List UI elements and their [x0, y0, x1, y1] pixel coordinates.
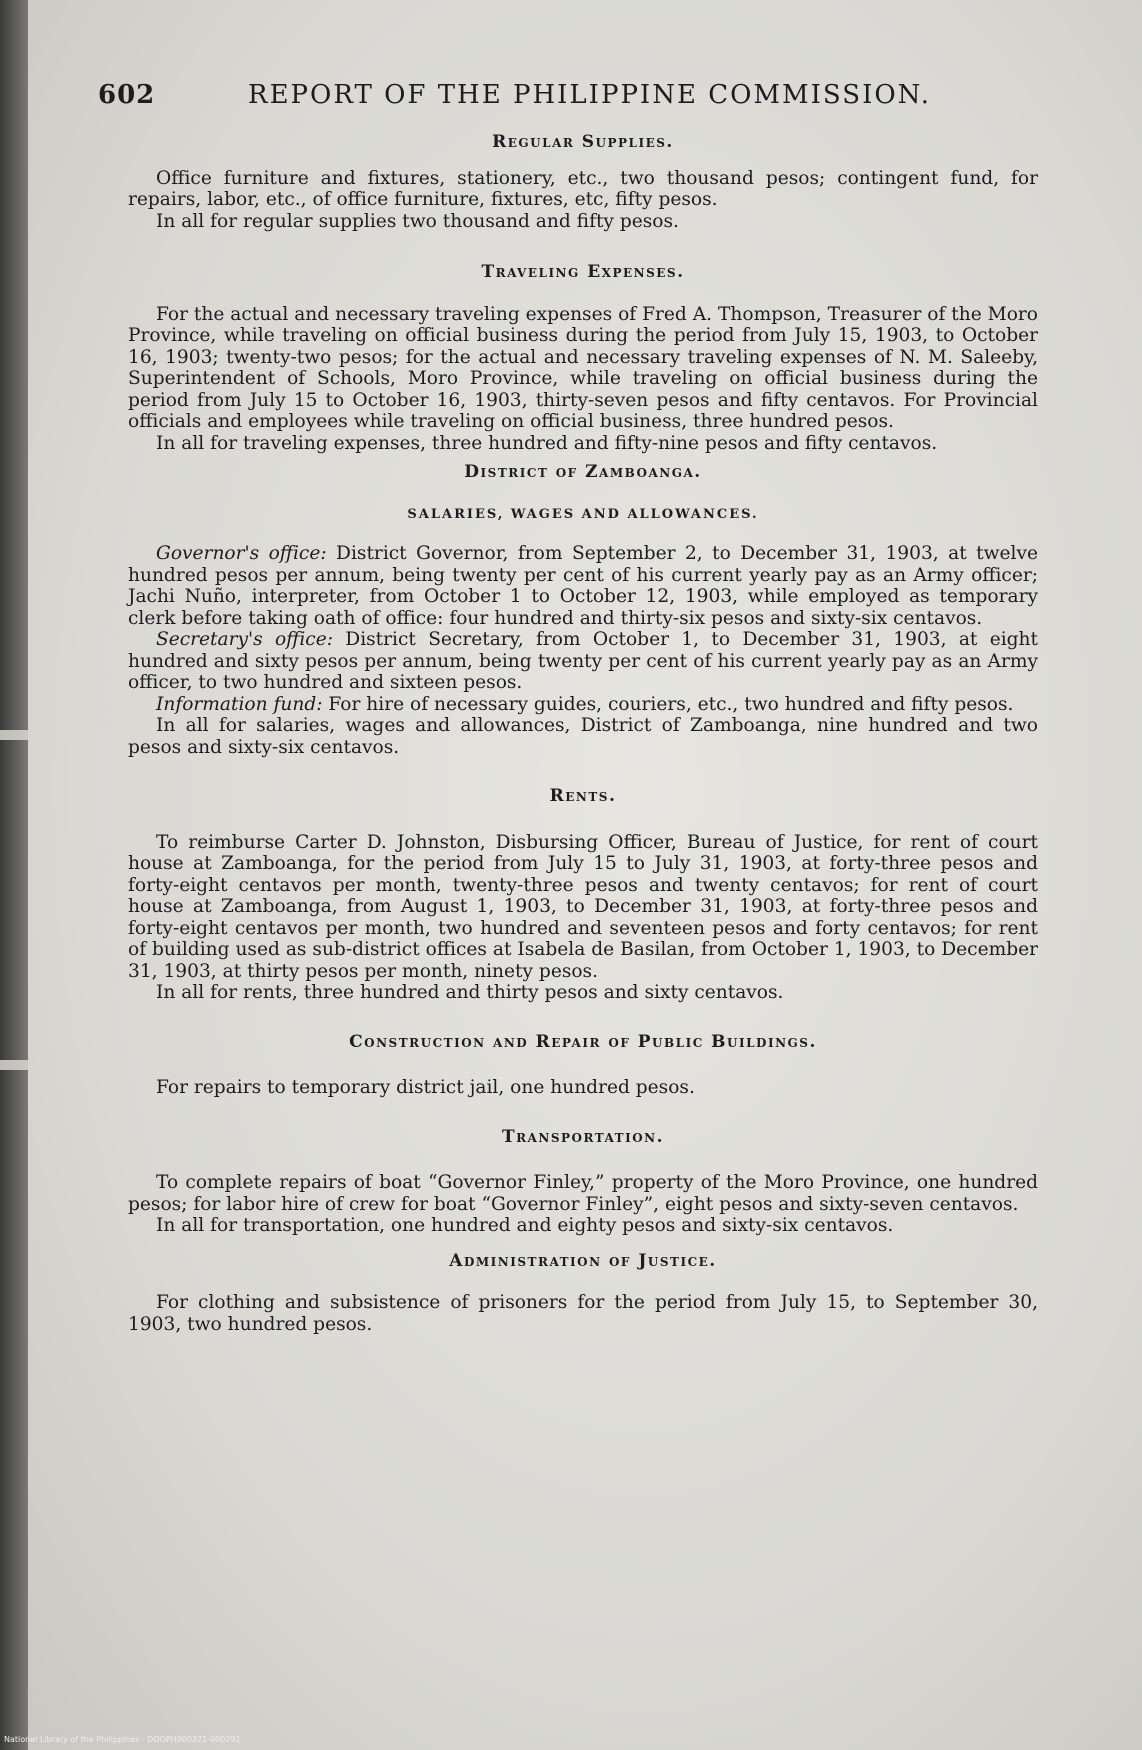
paragraph-governor-office: [128, 543, 1038, 629]
paragraph: For repairs to temporary district jail, one hundred pesos.: [156, 1077, 695, 1098]
secretary-office-text: District Secretary, from October 1, to December 31, 1903, at eight hundred and sixty pesos per annum, being twenty per cent of his current yearly pay as an Army officer, to two hundred and sixteen pesos.: [128, 629, 1038, 693]
paragraph: In all for rents, three hundred and thirty pesos and sixty centavos.: [156, 982, 784, 1003]
running-title: REPORT OF THE PHILIPPINE COMMISSION.: [248, 80, 932, 110]
archive-source-mark: National Library of the Philippines · DOOPH000321-000291: [4, 1735, 241, 1744]
information-fund-text: For hire of necessary guides, couriers, etc., two hundred and fifty pesos.: [322, 693, 1014, 715]
section-heading-construction: Construction and Repair of Public Buildings.: [349, 1031, 817, 1052]
paragraph: Office furniture and fixtures, stationery, etc., two thousand pesos; contingent fund, for repairs, labor, etc., of office furniture, fixtures, etc, fifty pesos.: [128, 167, 1038, 210]
document-page: [28, 0, 1142, 1750]
governor-office-text: District Governor, from September 2, to December 31, 1903, at twelve hundred pesos per annum, being twenty per cent of his current yearly pay as an Army officer; Jachi Nuño, interpreter, from October 1 to October 12, 1903, while employed as temporary clerk before taking oath of office: four hundred and thirty-six pesos and sixty-six centavos.: [128, 543, 1039, 629]
governor-office-label: Governor's office:: [156, 543, 327, 564]
page-number: 602: [98, 80, 156, 110]
paragraph: For the actual and necessary traveling expenses of Fred A. Thompson, Treasurer of the Moro Province, while traveling on official business during the period from July 15, 1903, to October 16, 1903; twenty-two pesos; for the actual and necessary traveling expenses of N. M. Saleeby, Superintendent of Schools, Moro Province, while traveling on official business during the period from July 15 to October 16, 1903, thirty-seven pesos and fifty centavos. For Provincial officials and employees while traveling on official business, three hundred pesos.: [128, 303, 1038, 432]
paragraph: To complete repairs of boat “Governor Finley,” property of the Moro Province, one hundred pesos; for labor hire of crew for boat “Governor Finley”, eight pesos and sixty-seven centavos.: [128, 1172, 1038, 1215]
section-heading-regular-supplies: Regular Supplies.: [492, 132, 674, 152]
section-heading-transportation: Transportation.: [501, 1126, 665, 1147]
paragraph: In all for traveling expenses, three hundred and fifty-nine pesos and fifty centavos.: [156, 432, 938, 454]
section-heading-justice: Administration of Justice.: [449, 1250, 717, 1271]
information-fund-label: Information fund:: [156, 693, 323, 715]
paragraph: To reimburse Carter D. Johnston, Disbursing Officer, Bureau of Justice, for rent of court house at Zamboanga, for the period from July 15 to July 31, 1903, at forty-three pesos and forty-eight centavos per month, twenty-three pesos and twenty centavos; for rent of court house at Zamboanga, from August 1, 1903, to December 31, 1903, at forty-three pesos and forty-eight centavos per month, two hundred and seventeen pesos and forty centavos; for rent of building used as sub-district offices at Isabela de Basilan, from October 1, 1903, to December 31, 1903, at thirty pesos per month, ninety pesos.: [128, 831, 1038, 982]
paragraph: In all for regular supplies two thousand and fifty pesos.: [156, 210, 679, 232]
section-heading-rents: Rents.: [549, 786, 617, 806]
subheading-salaries: SALARIES, WAGES AND ALLOWANCES.: [407, 506, 759, 522]
paragraph: In all for transportation, one hundred and eighty pesos and sixty-six centavos.: [156, 1215, 894, 1236]
section-heading-traveling-expenses: Traveling Expenses.: [481, 262, 685, 282]
section-heading-district-zamboanga: District of Zamboanga.: [464, 462, 702, 482]
page-body: [128, 132, 1038, 1335]
secretary-office-label: Secretary's office:: [156, 629, 333, 650]
paragraph: In all for salaries, wages and allowances, District of Zamboanga, nine hundred and two pesos and sixty-six centavos.: [128, 715, 1038, 758]
paragraph-information-fund: [128, 694, 1038, 716]
page-header: [98, 80, 1108, 110]
paragraph-secretary-office: [128, 629, 1038, 694]
paragraph: For clothing and subsistence of prisoners for the period from July 15, to September 30, 1903, two hundred pesos.: [128, 1292, 1038, 1335]
